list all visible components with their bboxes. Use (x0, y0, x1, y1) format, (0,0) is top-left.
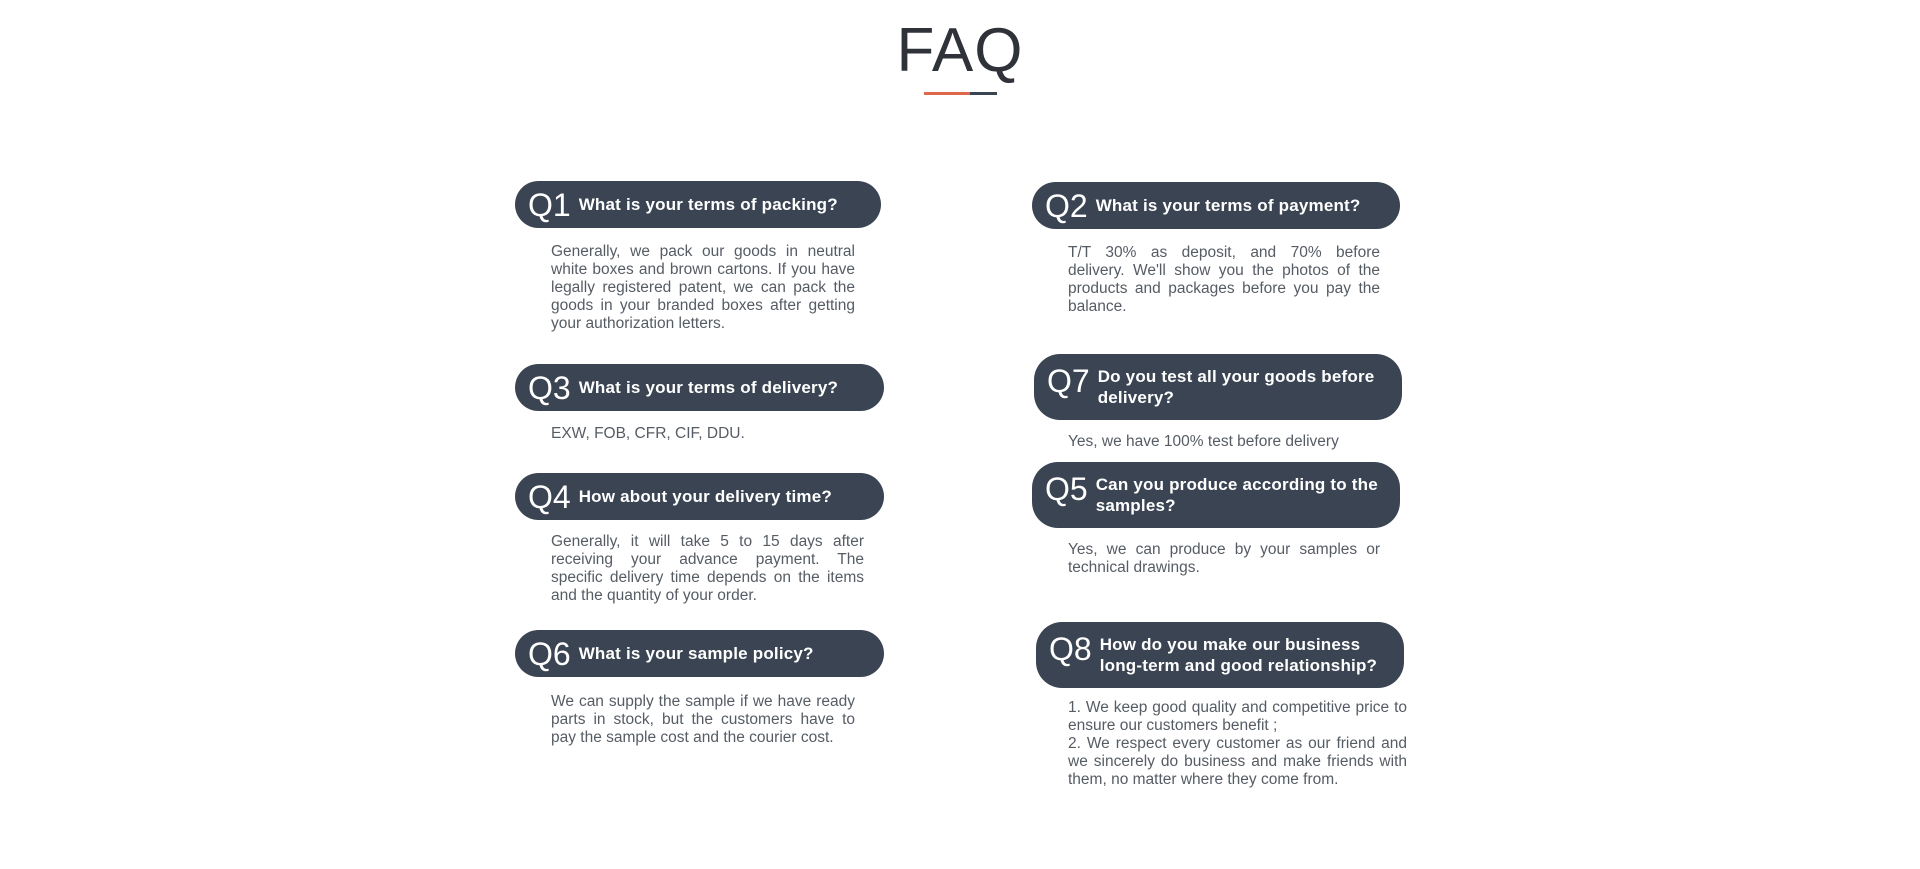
faq-q3-answer: EXW, FOB, CFR, CIF, DDU. (551, 425, 745, 442)
q6-question: What is your sample policy? (578, 644, 814, 663)
q3-number: Q3 (528, 369, 571, 406)
faq-q7-header (1034, 354, 1402, 420)
faq-q8-header (1036, 622, 1404, 688)
q4-number: Q4 (528, 478, 571, 515)
q1-question: What is your terms of packing? (578, 195, 838, 214)
faq-q7-answer: Yes, we have 100% test before delivery (1068, 433, 1339, 450)
q3-question: What is your terms of delivery? (578, 378, 839, 397)
q7-number: Q7 (1047, 363, 1090, 399)
underline-dark-segment (970, 92, 997, 95)
faq-q5-header (1032, 462, 1400, 528)
faq-q6-header (515, 630, 884, 677)
q7-question: Do you test all your goods before delivery? (1097, 367, 1375, 407)
q8-answer-line1: 1. We keep good quality and competitive price to ensure our customers benefit ; (1068, 699, 1407, 734)
q5-number: Q5 (1045, 471, 1088, 507)
q5-question: Can you produce according to the samples? (1095, 475, 1378, 515)
faq-q5-answer: Yes, we can produce by your samples or technical drawings. (1068, 541, 1380, 576)
q2-number: Q2 (1045, 187, 1088, 224)
faq-q4-header (515, 473, 884, 520)
q6-number: Q6 (528, 635, 571, 672)
q2-question: What is your terms of payment? (1095, 196, 1361, 215)
faq-q2-header (1032, 182, 1400, 229)
faq-q4-answer: Generally, it will take 5 to 15 days after receiving your advance payment. The specific delivery time depends on the items and the quantity of your order. (551, 533, 864, 604)
page-title: FAQ (896, 16, 1024, 85)
faq-q1-answer: Generally, we pack our goods in neutral white boxes and brown cartons. If you have legally registered patent, we can pack the goods in your branded boxes after getting your authorization letters. (551, 243, 855, 332)
faq-q1-header (515, 181, 881, 228)
faq-q6-answer: We can supply the sample if we have ready parts in stock, but the customers have to pay the sample cost and the courier cost. (551, 693, 855, 746)
q4-question: How about your delivery time? (578, 487, 832, 506)
title-underline (924, 92, 997, 95)
q8-number: Q8 (1049, 631, 1092, 667)
q8-question: How do you make our business long-term and good relationship? (1099, 635, 1378, 675)
q8-answer-line2: 2. We respect every customer as our friend and we sincerely do business and make friends with them, no matter where they come from. (1068, 735, 1407, 788)
q1-number: Q1 (528, 186, 571, 223)
underline-accent-segment (924, 92, 970, 95)
faq-q2-answer: T/T 30% as deposit, and 70% before delivery. We'll show you the photos of the products and packages before you pay the balance. (1068, 244, 1380, 315)
faq-q3-header (515, 364, 884, 411)
faq-q8-answer (1068, 699, 1407, 789)
